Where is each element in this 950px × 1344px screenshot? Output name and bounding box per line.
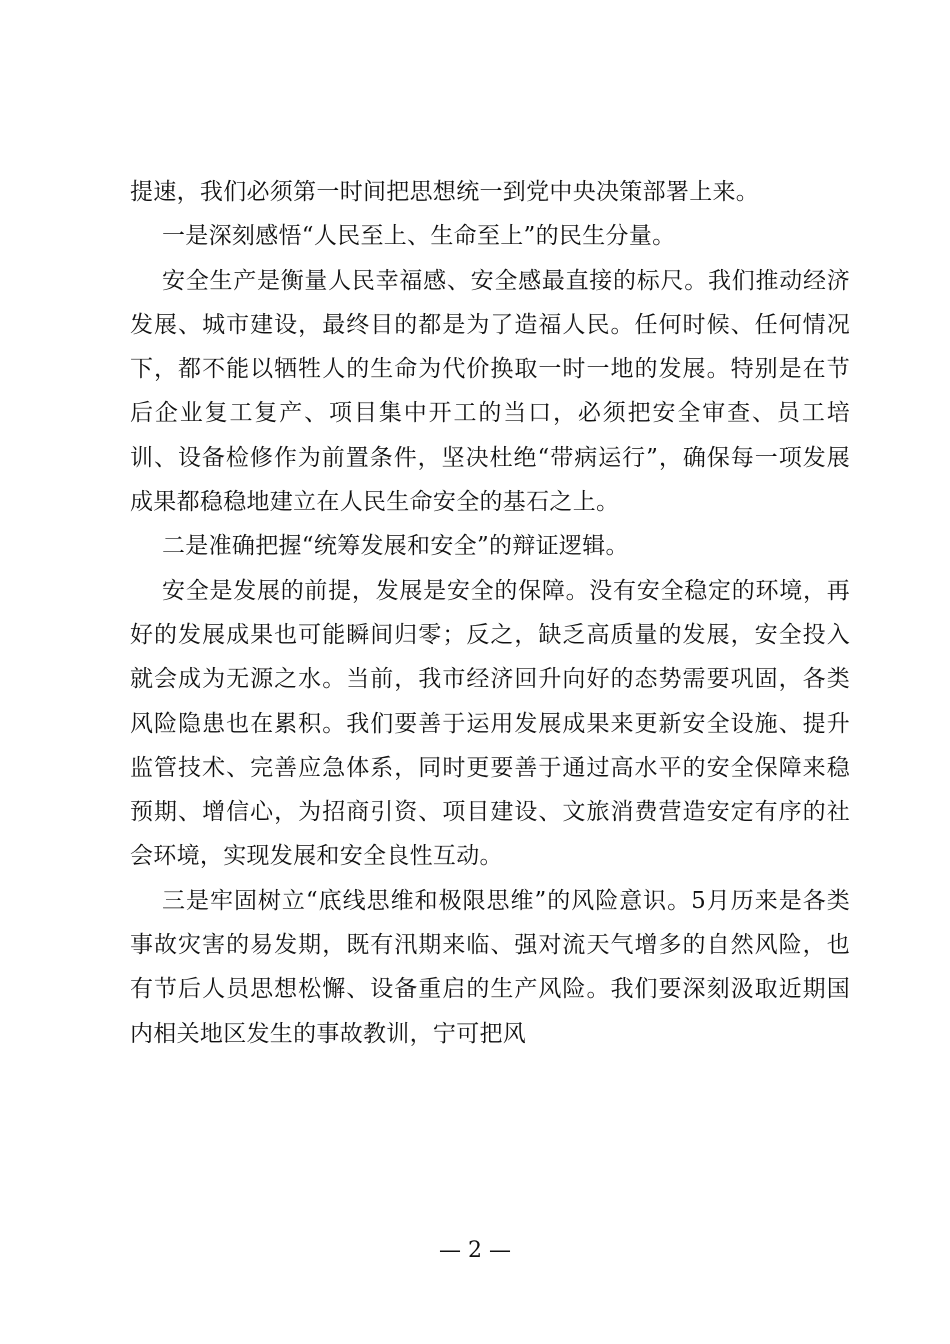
paragraph-continuation: 提速，我们必须第一时间把思想统一到党中央决策部署上来。 [130, 179, 760, 205]
body-text [130, 170, 850, 1056]
paragraph-people-first: 安全生产是衡量人民幸福感、安全感最直接的标尺。我们推动经济发展、城市建设，最终目的都是为了造福人民。任何时候、任何情况下，都不能以牺牲人的生命为代价换取一时一地的发展。特别是在节后企业复工复产、项目集中开工的当口，必须把安全审查、员工培训、设备检修作为前置条件，坚决杜绝“带病运行”，确保每一项发展成果都稳稳地建立在人民生命安全的基石之上。 [130, 267, 850, 516]
section-heading-two: 二是准确把握“统筹发展和安全”的辩证逻辑。 [162, 533, 629, 560]
page-number: — 2 — [439, 1238, 511, 1263]
section-heading-three: 三是牢固树立“底线思维和极限思维”的风险意识。5月历来是各类事故灾害的易发期，既有汛期来临、强对流天气增多的自然风险，也有节后人员思想松懈、设备重启的生产风险。我们要深刻汲取近期国内相关地区发生的事故教训，宁可把风 [130, 887, 850, 1047]
section-heading-one: 一是深刻感悟“人民至上、生命至上”的民生分量。 [162, 223, 676, 250]
paragraph-development-security: 安全是发展的前提，发展是安全的保障。没有安全稳定的环境，再好的发展成果也可能瞬间归零；反之，缺乏高质量的发展，安全投入就会成为无源之水。当前，我市经济回升向好的态势需要巩固，各类风险隐患也在累积。我们要善于运用发展成果来更新安全设施、提升监管技术、完善应急体系，同时更要善于通过高水平的安全保障来稳预期、增信心，为招商引资、项目建设、文旅消费营造安定有序的社会环境，实现发展和安全良性互动。 [130, 577, 850, 870]
